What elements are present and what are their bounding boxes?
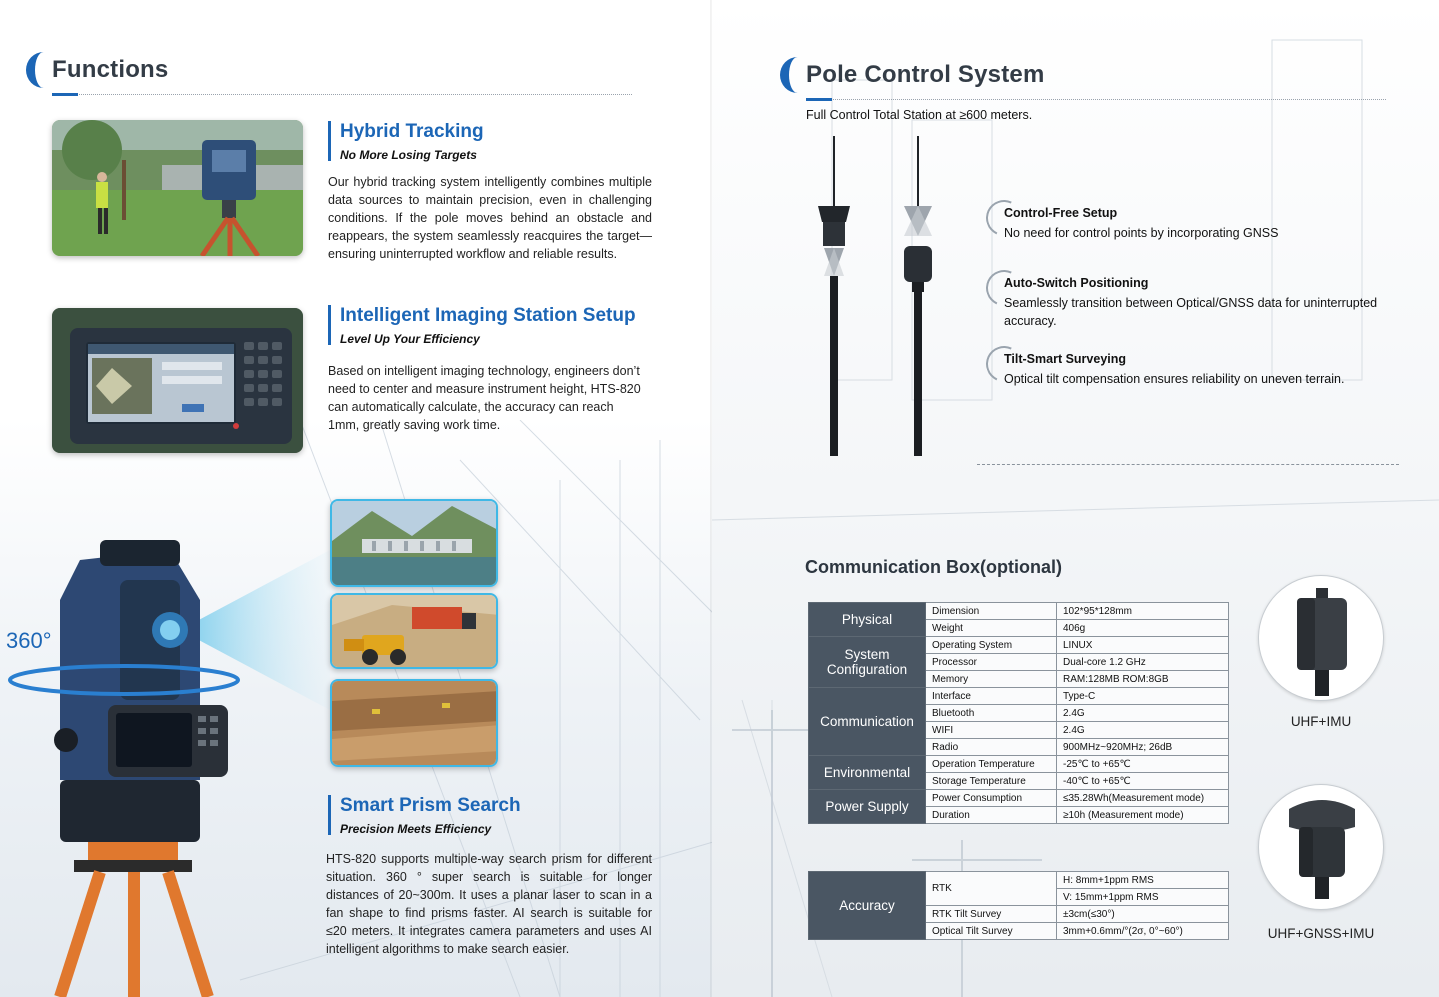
spec-value: H: 8mm+1ppm RMS xyxy=(1057,872,1229,889)
pole-control-divider xyxy=(806,99,1386,100)
spec-key: Radio xyxy=(926,739,1057,756)
spec-key: Operating System xyxy=(926,637,1057,654)
control-free-setup xyxy=(1004,206,1404,242)
scene-quarry-photo xyxy=(330,593,498,669)
device-label: UHF+GNSS+IMU xyxy=(1267,926,1375,941)
spec-key: Power Consumption xyxy=(926,790,1057,807)
spec-key: Weight xyxy=(926,620,1057,637)
spec-value: ±3cm(≤30°) xyxy=(1057,906,1229,923)
table-row xyxy=(809,688,1229,705)
functions-header xyxy=(22,52,168,88)
spec-key: Dimension xyxy=(926,603,1057,620)
accuracy-table xyxy=(808,871,1229,940)
feature-subtitle: Precision Meets Efficiency xyxy=(340,822,492,836)
spec-value: 406g xyxy=(1057,620,1229,637)
functions-title: Functions xyxy=(52,56,169,83)
rotation-label: 360° xyxy=(6,628,52,653)
point-desc: Seamlessly transition between Optical/GNSS data for uninterrupted accuracy. xyxy=(1004,296,1378,328)
spec-key: Memory xyxy=(926,671,1057,688)
spec-value: ≥10h (Measurement mode) xyxy=(1057,807,1229,824)
point-title: Tilt-Smart Surveying xyxy=(1004,352,1127,366)
imaging-setup-heading xyxy=(328,305,636,345)
comm-box-title: Communication Box(optional) xyxy=(805,557,1062,577)
feature-title: Intelligent Imaging Station Setup xyxy=(340,305,636,326)
auto-switch-positioning xyxy=(1004,276,1404,330)
spec-key: WIFI xyxy=(926,722,1057,739)
spec-value: ≤35.28Wh(Measurement mode) xyxy=(1057,790,1229,807)
spec-key: Duration xyxy=(926,807,1057,824)
spec-key: RTK Tilt Survey xyxy=(926,906,1057,923)
spec-value: 2.4G xyxy=(1057,705,1229,722)
spec-value: RAM:128MB ROM:8GB xyxy=(1057,671,1229,688)
pole-prism-illustration xyxy=(812,136,942,456)
spec-value: -25℃ to +65℃ xyxy=(1057,756,1229,773)
spec-value: LINUX xyxy=(1057,637,1229,654)
table-row xyxy=(809,756,1229,773)
feature-subtitle: Level Up Your Efficiency xyxy=(340,332,480,346)
pole-section-divider xyxy=(977,464,1399,465)
point-title: Control-Free Setup xyxy=(1004,206,1118,220)
spec-key: Optical Tilt Survey xyxy=(926,923,1057,940)
section-mark-icon xyxy=(776,57,798,93)
spec-value: Dual-core 1.2 GHz xyxy=(1057,654,1229,671)
pole-control-title: Pole Control System xyxy=(806,61,1045,88)
prism-search-body: HTS-820 supports multiple-way search prism for different situation. 360 ° super search is suitable for longer distances of 20~300m. It uses a planar laser to scan in a fan shape to find prisms faster. AI search is suitable for ≤20 meters. It integrates camera parameters and uses AI intelligent algorithms to make search easier. xyxy=(326,852,652,956)
imaging-setup-body: Based on intelligent imaging technology, engineers don’t need to center and measure instrument height, HTS-820 can automatically calculate, the accuracy can reach 1mm, greatly saving work time. xyxy=(328,364,641,432)
table-category: Communication xyxy=(809,688,926,756)
spec-value: 3mm+0.6mm/°(2σ, 0°~60°) xyxy=(1057,923,1229,940)
feature-title: Smart Prism Search xyxy=(340,795,521,816)
table-row xyxy=(809,637,1229,654)
total-station-illustration xyxy=(0,530,330,997)
table-category: Power Supply xyxy=(809,790,926,824)
spec-key: Storage Temperature xyxy=(926,773,1057,790)
hybrid-tracking-body: Our hybrid tracking system intelligently combines multiple data sources to maintain precision, even in challenging conditions. If the pole moves behind an obstacle and reappears, the system seamlessly reacquires the target—ensuring uninterrupted workflow and reliable results. xyxy=(328,175,652,261)
scene-dam-photo xyxy=(330,499,498,587)
point-desc: No need for control points by incorporating GNSS xyxy=(1004,226,1279,240)
uhf-gnss-imu-device-image xyxy=(1258,784,1384,910)
spec-value: 900MHz~920MHz; 26dB xyxy=(1057,739,1229,756)
functions-divider xyxy=(52,94,632,95)
feature-subtitle: No More Losing Targets xyxy=(340,148,477,162)
spec-value: 2.4G xyxy=(1057,722,1229,739)
point-desc: Optical tilt compensation ensures reliability on uneven terrain. xyxy=(1004,372,1345,386)
table-category: Environmental xyxy=(809,756,926,790)
spec-key: Bluetooth xyxy=(926,705,1057,722)
imaging-station-photo xyxy=(52,308,303,453)
comm-spec-table xyxy=(808,602,1229,824)
device-label: UHF+IMU xyxy=(1290,714,1352,729)
uhf-imu-device-image xyxy=(1258,575,1384,701)
spec-key: Operation Temperature xyxy=(926,756,1057,773)
tilt-smart-surveying xyxy=(1004,352,1404,388)
hybrid-tracking-heading xyxy=(328,121,484,161)
spec-value: Type-C xyxy=(1057,688,1229,705)
feature-title: Hybrid Tracking xyxy=(340,121,484,142)
spec-value: -40℃ to +65℃ xyxy=(1057,773,1229,790)
table-category: System Configuration xyxy=(809,637,926,688)
prism-search-heading xyxy=(328,795,521,835)
spec-value: V: 15mm+1ppm RMS xyxy=(1057,889,1229,906)
table-row xyxy=(809,872,1229,889)
right-page xyxy=(712,0,1439,997)
hybrid-tracking-photo xyxy=(52,120,303,256)
spec-key: Processor xyxy=(926,654,1057,671)
spec-key: RTK xyxy=(926,872,1057,906)
point-title: Auto-Switch Positioning xyxy=(1004,276,1149,290)
spec-key: Interface xyxy=(926,688,1057,705)
pole-control-header xyxy=(776,57,1045,93)
range-note: Full Control Total Station at ≥600 meters. xyxy=(806,108,1033,122)
table-row xyxy=(809,790,1229,807)
section-mark-icon xyxy=(22,52,44,88)
table-category: Physical xyxy=(809,603,926,637)
table-category: Accuracy xyxy=(809,872,926,940)
scene-mining-photo xyxy=(330,679,498,767)
table-row xyxy=(809,603,1229,620)
spec-value: 102*95*128mm xyxy=(1057,603,1229,620)
